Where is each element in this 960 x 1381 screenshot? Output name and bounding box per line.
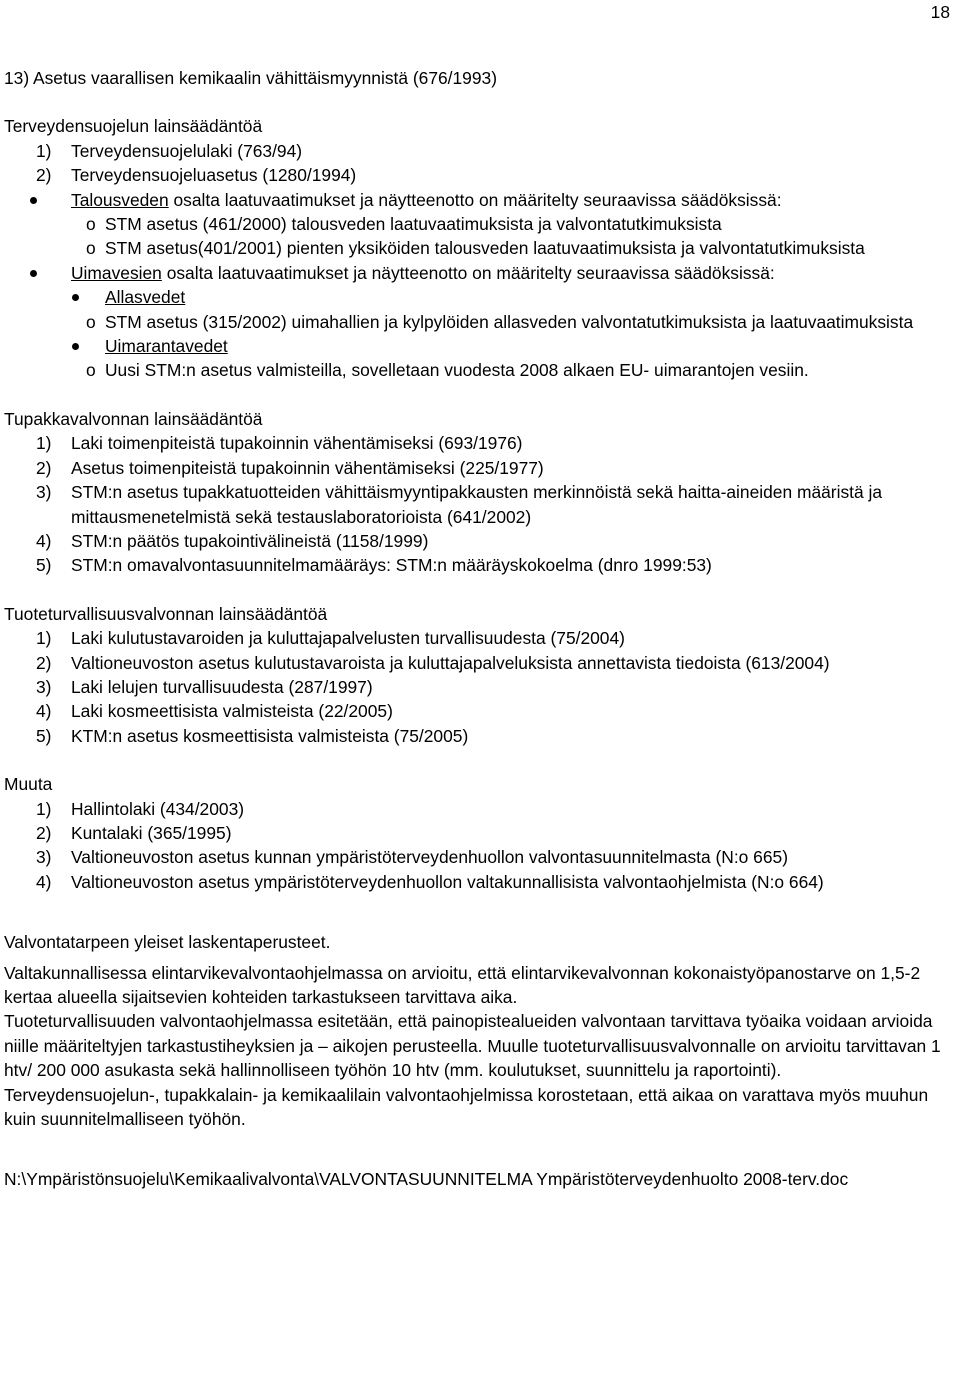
paragraph: Tuoteturvallisuuden valvontaohjelmassa esitetään, että painopistealueiden valvontaan tarvittava työaika voidaan arvioida niille määriteltyjen tarkastustiheyksien ja – aikojen perusteella. Muulle tuoteturvallisuusvalvonnalle on arvioitu tarvittavan 1 htv/ 200 000 asukasta sekä hallinnolliseen työhön 10 htv (mm. koulutukset, suunnittelu ja raportointi). <box>4 1011 941 1081</box>
bullet-icon <box>30 270 37 277</box>
sub-bullet-item: o STM asetus(401/2001) pienten yksiköiden talousveden laatuvaatimuksista ja valvontatutkimuksista <box>86 238 865 259</box>
sub-bullet-item: o Uusi STM:n asetus valmisteilla, sovelletaan vuodesta 2008 alkaen EU- uimarantojen vesiin. <box>86 360 809 381</box>
page-number: 18 <box>930 2 950 22</box>
bullet-item-bathing: Uimavesien osalta laatuvaatimukset ja näytteenotto on määritelty seuraavissa säädöksissä: <box>4 261 954 285</box>
bullet-icon <box>72 343 79 350</box>
list-item: 2) Kuntalaki (365/1995) <box>36 822 232 843</box>
list-item: 4) STM:n päätös tupakointivälineistä (1158/1999) <box>36 530 429 551</box>
product-safety-heading: Tuoteturvallisuusvalvonnan lainsäädäntöä <box>4 603 328 624</box>
basis-heading: Valvontatarpeen yleiset laskentaperusteet. <box>4 932 331 953</box>
sub-bullet-item: o STM asetus (315/2002) uimahallien ja kylpylöiden allasveden valvontatutkimuksista ja laatuvaatimuksista <box>86 311 914 332</box>
list-item: 2) Asetus toimenpiteistä tupakoinnin vähentämiseksi (225/1977) <box>36 457 544 478</box>
list-item: 3) Laki lelujen turvallisuudesta (287/1997) <box>36 676 373 697</box>
list-item: 1) Laki kulutustavaroiden ja kuluttajapalvelusten turvallisuudesta (75/2004) <box>36 628 625 649</box>
tobacco-heading: Tupakkavalvonnan lainsäädäntöä <box>4 408 263 429</box>
health-heading: Terveydensuojelun lainsäädäntöä <box>4 116 263 137</box>
paragraph: Valtakunnallisessa elintarvikevalvontaohjelmassa on arvioitu, että elintarvikevalvonnan kokonaistyöpanostarve on 1,5-2 kertaa alueella sijaitsevien kohteiden tarkastukseen tarvittava aika. <box>4 962 921 1007</box>
list-item: 4) Valtioneuvoston asetus ympäristöterveydenhuollon valtakunnallisista valvontaohjelmista (N:o 664) <box>36 871 824 892</box>
list-item: 3) STM:n asetus tupakkatuotteiden vähittäismyyntipakkausten merkinnöistä sekä haitta-aineiden määristä ja mittausmenetelmistä sekä testauslaboratorioista (641/2002) <box>36 482 883 527</box>
list-item: 2) Terveydensuojeluasetus (1280/1994) <box>36 165 357 186</box>
list-item: 5) STM:n omavalvontasuunnitelmamääräys: STM:n määräyskokoelma (dnro 1999:53) <box>36 555 712 576</box>
water-underlined: Talousveden <box>71 189 169 210</box>
list-item: 2) Valtioneuvoston asetus kulutustavaroista ja kuluttajapalveluksista annettavista tiedoista (613/2004) <box>36 652 830 673</box>
paragraph: Terveydensuojelun-, tupakkalain- ja kemikaalilain valvontaohjelmissa korostetaan, että aikaa on varattava myös muuhun kuin suunnitelmalliseen työhön. <box>4 1084 929 1130</box>
beaches-bullet: Uimarantavedet <box>4 334 954 358</box>
list-item: 1) Terveydensuojelulaki (763/94) <box>36 140 303 161</box>
bullet-icon <box>72 294 79 301</box>
list-item: 3) Valtioneuvoston asetus kunnan ympäristöterveydenhuollon valvontasuunnitelmasta (N:o 665) <box>36 847 788 868</box>
pools-bullet: Allasvedet <box>4 285 954 309</box>
intro-item: 13) Asetus vaarallisen kemikaalin vähittäismyynnistä (676/1993) <box>4 68 497 88</box>
bullet-icon <box>30 197 37 204</box>
footer-path: N:\Ympäristönsuojelu\Kemikaalivalvonta\VALVONTASUUNNITELMA Ympäristöterveydenhuolto 2008-terv.doc <box>4 1169 849 1190</box>
list-item: 1) Laki toimenpiteistä tupakoinnin vähentämiseksi (693/1976) <box>36 433 523 454</box>
bathing-underlined: Uimavesien <box>71 262 162 283</box>
list-item: 5) KTM:n asetus kosmeettisista valmisteista (75/2005) <box>36 725 469 746</box>
list-item: 4) Laki kosmeettisista valmisteista (22/2005) <box>36 701 393 722</box>
sub-bullet-item: o STM asetus (461/2000) talousveden laatuvaatimuksista ja valvontatutkimuksista <box>86 214 722 235</box>
bullet-item-water: Talousveden osalta laatuvaatimukset ja näytteenotto on määritelty seuraavissa säädöksissä: <box>4 188 954 212</box>
other-heading: Muuta <box>4 774 53 795</box>
list-item: 1) Hallintolaki (434/2003) <box>36 798 245 819</box>
document-body <box>4 66 954 1192</box>
